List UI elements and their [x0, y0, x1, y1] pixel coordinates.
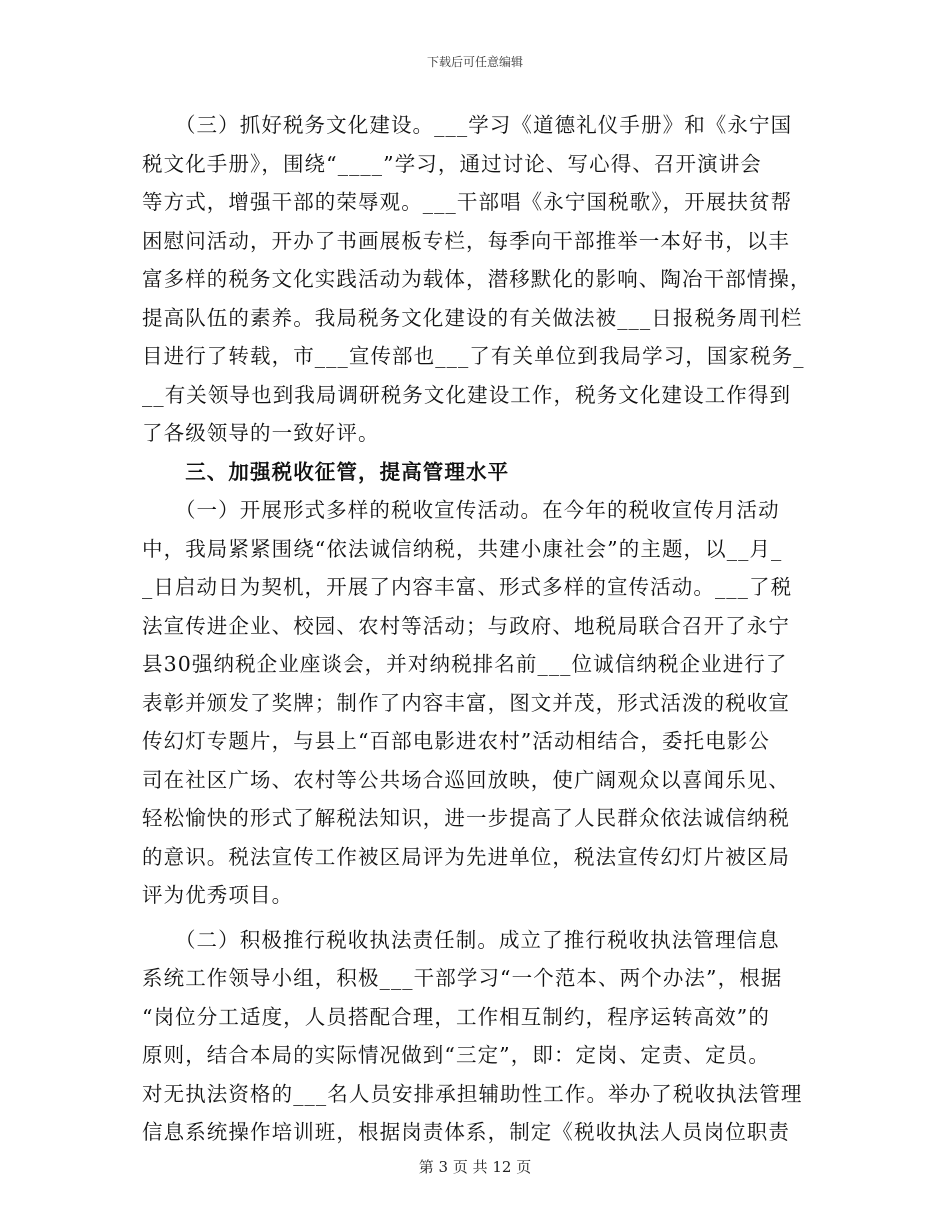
text-line: （三）抓好税务文化建设。___学习《道德礼仪手册》和《永宁国	[142, 113, 793, 137]
text-line: 法宣传进企业、校园、农村等活动；与政府、地税局联合召开了永宁	[142, 613, 790, 638]
paragraph-tax-promotion	[142, 491, 802, 915]
text-line: 税文化手册》，围绕“____”学习，通过讨论、写心得、召开演讲会	[142, 151, 762, 176]
text-line: 富多样的税务文化实践活动为载体，潜移默化的影响、陶冶干部情操，	[142, 267, 812, 291]
text-line: 了各级领导的一致好评。	[142, 421, 380, 445]
text-line: _日启动日为契机，开展了内容丰富、形式多样的宣传活动。___了税	[142, 575, 793, 599]
text-line: 等方式，增强干部的荣辱观。___干部唱《永宁国税歌》，开展扶贫帮	[142, 190, 793, 214]
text-line: （一）开展形式多样的税收宣传活动。在今年的税收宣传月活动	[142, 498, 780, 522]
text-line: 表彰并颁发了奖牌；制作了内容丰富，图文并茂，形式活泼的税收宣	[142, 690, 790, 715]
text-line: 县30强纳税企业座谈会，并对纳税排名前___位诚信纳税企业进行了	[142, 652, 788, 676]
text-line: 传幻灯专题片，与县上“百部电影进农村”活动相结合，委托电影公	[142, 729, 770, 753]
text-line: （二）积极推行税收执法责任制。成立了推行税收执法管理信息	[142, 927, 780, 952]
section-heading: 三、加强税收征管，提高管理水平	[142, 459, 510, 484]
text-line: __有关领导也到我局调研税务文化建设工作，税务文化建设工作得到	[142, 382, 792, 407]
text-line: 对无执法资格的___名人员安排承担辅助性工作。举办了税收执法管理	[142, 1081, 803, 1106]
text-line: 提高队伍的素养。我局税务文化建设的有关做法被___日报税务周刊栏	[142, 305, 803, 330]
text-line: 司在社区广场、农村等公共场合巡回放映，使广阔观众以喜闻乐见、	[142, 767, 790, 792]
text-line: 评为优秀项目。	[142, 883, 294, 907]
text-line: 信息系统操作培训班，根据岗责体系，制定《税收执法人员岗位职责	[142, 1120, 790, 1144]
page-header: 下载后可任意编辑	[426, 55, 523, 69]
document-body	[142, 106, 812, 1152]
text-line: 目进行了转载，市___宣传部也___了有关单位到我局学习，国家税务_	[142, 344, 805, 368]
text-line: 系统工作领导小组，积极___干部学习“一个范本、两个办法”，根据	[142, 966, 783, 990]
text-line: 的意识。税法宣传工作被区局评为先进单位，税法宣传幻灯片被区局	[142, 844, 790, 869]
paragraph-culture	[142, 106, 812, 453]
page-footer: 第 3 页 共 12 页	[418, 1158, 532, 1176]
paragraph-enforcement	[142, 921, 802, 1152]
text-line: “岗位分工适度，人员搭配合理，工作相互制约，程序运转高效”的	[142, 1004, 770, 1029]
text-line: 中，我局紧紧围绕“依法诚信纳税，共建小康社会”的主题，以__月_	[142, 536, 783, 561]
text-line: 轻松愉快的形式了解税法知识，进一步提高了人民群众依法诚信纳税	[142, 806, 790, 830]
text-line: 困慰问活动，开办了书画展板专栏，每季向干部推举一本好书，以丰	[142, 228, 790, 253]
text-line: 原则，结合本局的实际情况做到“三定”，即：定岗、定责、定员。	[142, 1043, 770, 1067]
